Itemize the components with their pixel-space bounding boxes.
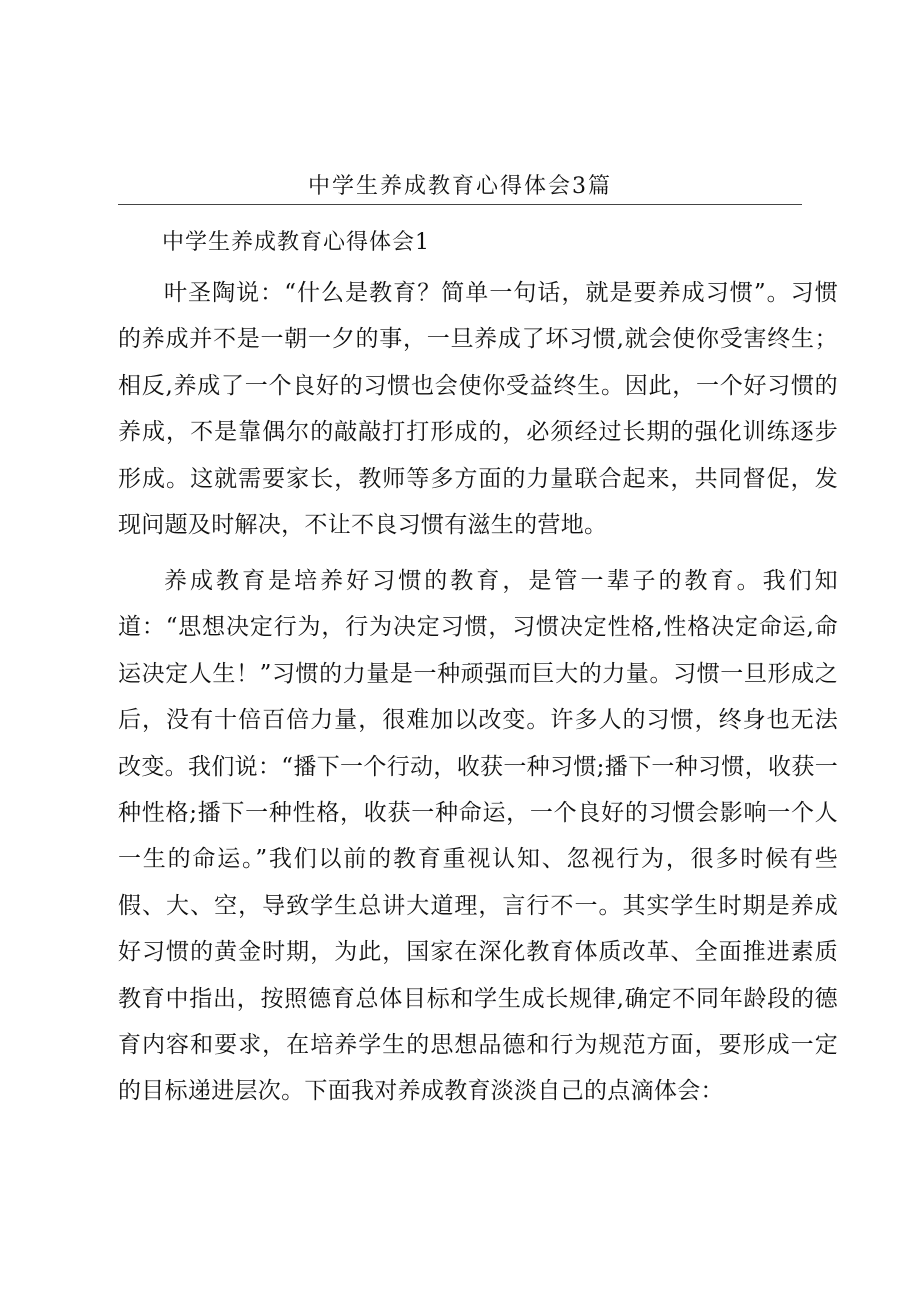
document-title: 中学生养成教育心得体会3篇: [308, 174, 612, 199]
paragraph-1: 叶圣陶说：“什么是教育？简单一句话，就是要养成习惯”。习惯的养成并不是一朝一夕的事，一旦养成了坏习惯,就会使你受害终生；相反,养成了一个良好的习惯也会使你受益终生。因此，一个好习惯的养成，不是靠偶尔的敲敲打打形成的，必须经过长期的强化训练逐步形成。这就需要家长，教师等多方面的力量联合起来，共同督促，发现问题及时解决，不让不良习惯有滋生的营地。: [118, 280, 838, 539]
title-underline: [118, 204, 802, 205]
section-heading: 中学生养成教育心得体会1: [162, 230, 430, 255]
paragraph-2: 养成教育是培养好习惯的教育，是管一辈子的教育。我们知道：“思想决定行为，行为决定习惯，习惯决定性格,性格决定命运,命运决定人生！”习惯的力量是一种顽强而巨大的力量。习惯一旦形成之后，没有十倍百倍力量，很难加以改变。许多人的习惯，终身也无法改变。我们说：“播下一个行动，收获一种习惯;播下一种习惯，收获一种性格;播下一种性格，收获一种命运，一个良好的习惯会影响一个人一生的命运。”我们以前的教育重视认知、忽视行为，很多时候有些假、大、空，导致学生总讲大道理，言行不一。其实学生时期是养成好习惯的黄金时期，为此，国家在深化教育体质改革、全面推进素质教育中指出，按照德育总体目标和学生成长规律,确定不同年龄段的德育内容和要求，在培养学生的思想品德和行为规范方面，要形成一定的目标递进层次。下面我对养成教育淡淡自己的点滴体会：: [118, 568, 838, 1105]
